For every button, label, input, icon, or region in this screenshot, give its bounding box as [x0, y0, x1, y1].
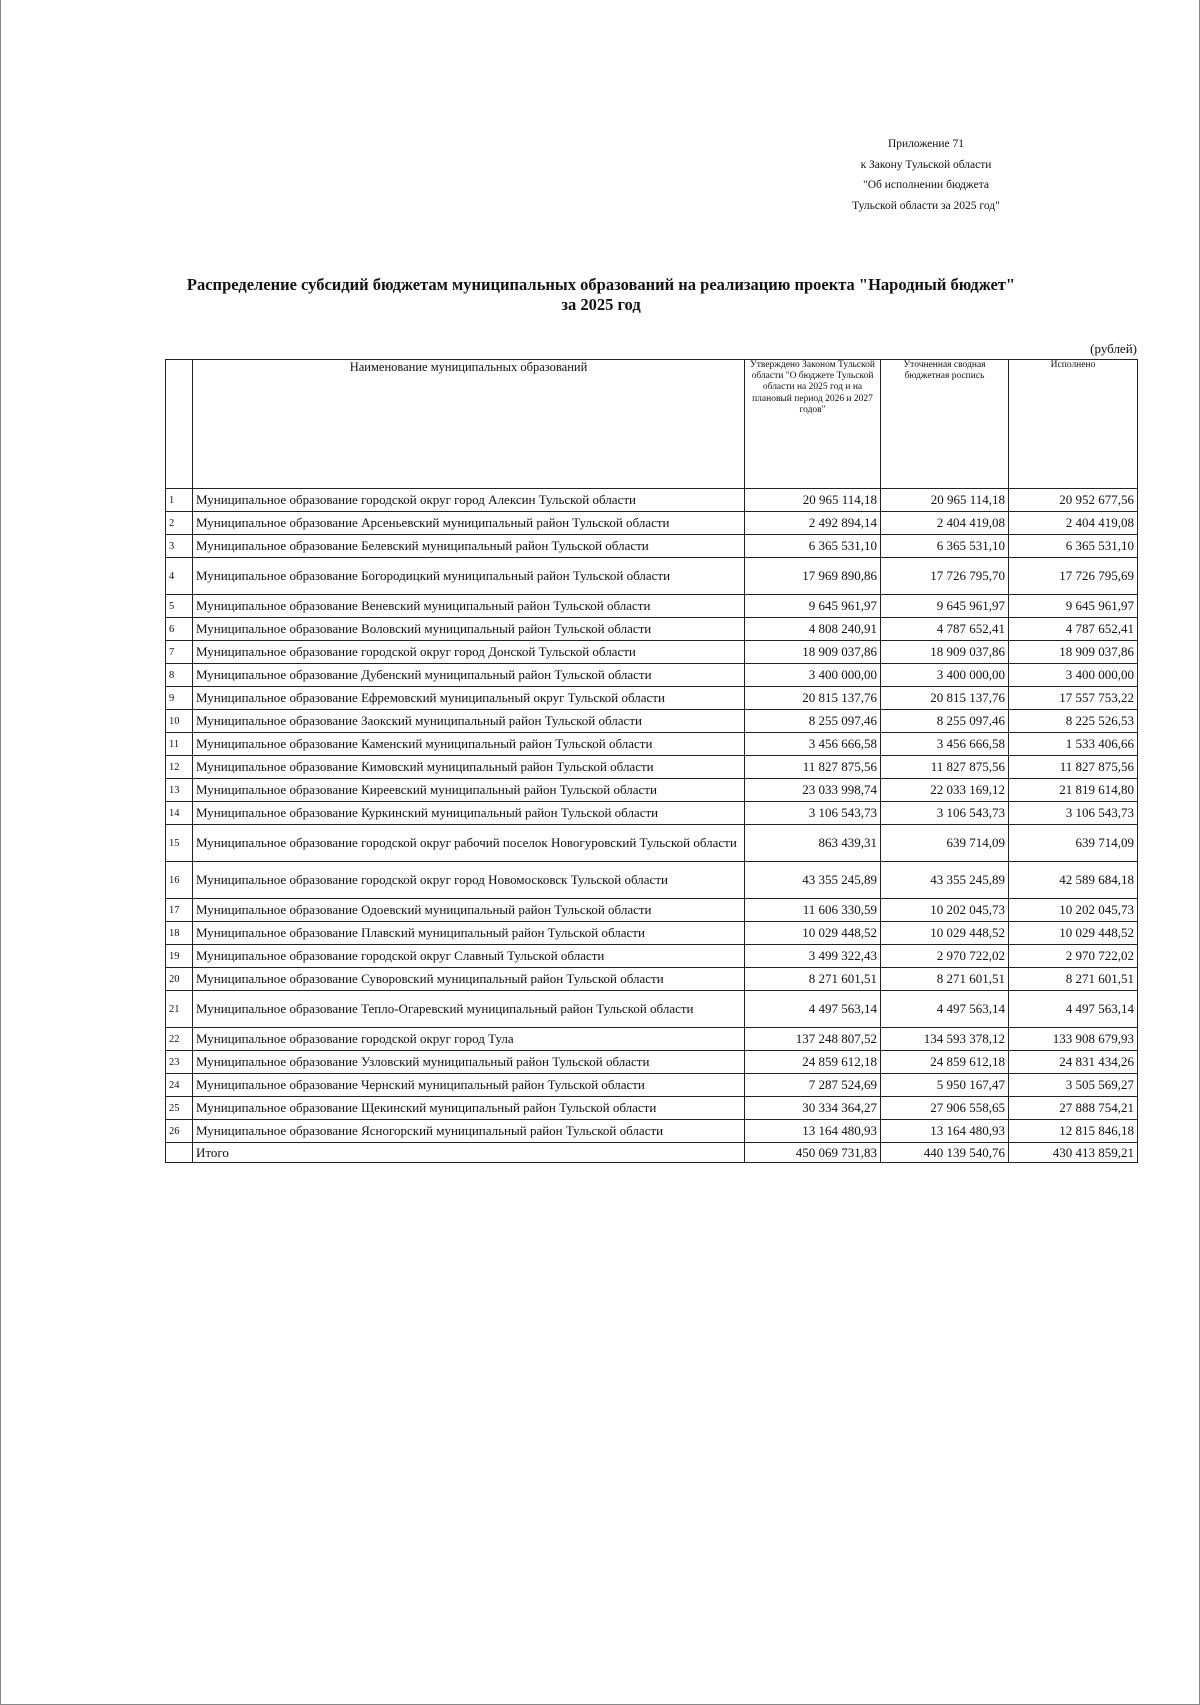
municipality-name-cell: Муниципальное образование городской округ город Новомосковск Тульской области: [193, 862, 745, 899]
title-line: Распределение субсидий бюджетам муниципальных образований на реализацию проекта "Народный бюджет": [186, 275, 1016, 294]
refined-amount-cell: 11 827 875,56: [881, 756, 1009, 779]
table-header-row: [166, 360, 1138, 489]
executed-amount-cell: 18 909 037,86: [1009, 641, 1138, 664]
budget-table: [165, 359, 1138, 1163]
total-approved-cell: 450 069 731,83: [745, 1143, 881, 1163]
row-number-cell: 24: [166, 1074, 193, 1097]
table-row: [166, 1097, 1138, 1120]
table-row: [166, 1028, 1138, 1051]
row-number-cell: 19: [166, 945, 193, 968]
refined-amount-cell: 4 787 652,41: [881, 618, 1009, 641]
row-number-cell: 7: [166, 641, 193, 664]
row-number-cell: 11: [166, 733, 193, 756]
approved-amount-cell: 3 499 322,43: [745, 945, 881, 968]
approved-amount-cell: 6 365 531,10: [745, 535, 881, 558]
table-row: [166, 922, 1138, 945]
executed-amount-cell: 2 970 722,02: [1009, 945, 1138, 968]
approved-amount-cell: 2 492 894,14: [745, 512, 881, 535]
refined-amount-cell: 27 906 558,65: [881, 1097, 1009, 1120]
units-label: (рублей): [1090, 341, 1137, 356]
municipality-name-cell: Муниципальное образование Киреевский муниципальный район Тульской области: [193, 779, 745, 802]
refined-amount-cell: 8 255 097,46: [881, 710, 1009, 733]
municipality-name-cell: Муниципальное образование Веневский муниципальный район Тульской области: [193, 595, 745, 618]
table-row: [166, 535, 1138, 558]
total-number-cell: [166, 1143, 193, 1163]
table-row: [166, 710, 1138, 733]
table-row: [166, 899, 1138, 922]
executed-amount-cell: 133 908 679,93: [1009, 1028, 1138, 1051]
approved-amount-cell: 9 645 961,97: [745, 595, 881, 618]
refined-amount-cell: 2 404 419,08: [881, 512, 1009, 535]
refined-amount-cell: 20 965 114,18: [881, 489, 1009, 512]
total-label-cell: Итого: [193, 1143, 745, 1163]
row-number-cell: 14: [166, 802, 193, 825]
table-row: [166, 802, 1138, 825]
row-number-cell: 15: [166, 825, 193, 862]
appendix-line: к Закону Тульской области: [860, 158, 992, 171]
executed-amount-cell: 17 726 795,69: [1009, 558, 1138, 595]
total-executed-cell: 430 413 859,21: [1009, 1143, 1138, 1163]
row-number-cell: 20: [166, 968, 193, 991]
refined-amount-cell: 13 164 480,93: [881, 1120, 1009, 1143]
table-row: [166, 595, 1138, 618]
executed-amount-cell: 27 888 754,21: [1009, 1097, 1138, 1120]
table-row: [166, 1051, 1138, 1074]
table-row: [166, 558, 1138, 595]
refined-amount-cell: 3 456 666,58: [881, 733, 1009, 756]
municipality-name-cell: Муниципальное образование городской округ рабочий поселок Новогуровский Тульской области: [193, 825, 745, 862]
table-row: [166, 968, 1138, 991]
table-row: [166, 991, 1138, 1028]
refined-amount-cell: 2 970 722,02: [881, 945, 1009, 968]
approved-amount-cell: 20 815 137,76: [745, 687, 881, 710]
table-row: [166, 641, 1138, 664]
municipality-name-cell: Муниципальное образование Узловский муниципальный район Тульской области: [193, 1051, 745, 1074]
refined-amount-cell: 5 950 167,47: [881, 1074, 1009, 1097]
municipality-name-cell: Муниципальное образование Чернский муниципальный район Тульской области: [193, 1074, 745, 1097]
municipality-name-cell: Муниципальное образование Щекинский муниципальный район Тульской области: [193, 1097, 745, 1120]
row-number-cell: 3: [166, 535, 193, 558]
municipality-name-cell: Муниципальное образование городской округ город Донской Тульской области: [193, 641, 745, 664]
municipality-name-cell: Муниципальное образование Воловский муниципальный район Тульской области: [193, 618, 745, 641]
approved-amount-cell: 18 909 037,86: [745, 641, 881, 664]
row-number-cell: 17: [166, 899, 193, 922]
row-number-cell: 25: [166, 1097, 193, 1120]
executed-amount-cell: 3 106 543,73: [1009, 802, 1138, 825]
approved-amount-cell: 30 334 364,27: [745, 1097, 881, 1120]
municipality-name-cell: Муниципальное образование Плавский муниципальный район Тульской области: [193, 922, 745, 945]
row-number-cell: 23: [166, 1051, 193, 1074]
row-number-cell: 1: [166, 489, 193, 512]
row-number-cell: 9: [166, 687, 193, 710]
refined-amount-cell: 20 815 137,76: [881, 687, 1009, 710]
approved-amount-cell: 13 164 480,93: [745, 1120, 881, 1143]
municipality-name-cell: Муниципальное образование Куркинский муниципальный район Тульской области: [193, 802, 745, 825]
municipality-name-cell: Муниципальное образование Ясногорский муниципальный район Тульской области: [193, 1120, 745, 1143]
executed-amount-cell: 20 952 677,56: [1009, 489, 1138, 512]
row-number-cell: 21: [166, 991, 193, 1028]
municipality-name-cell: Муниципальное образование Дубенский муниципальный район Тульской области: [193, 664, 745, 687]
executed-amount-cell: 10 029 448,52: [1009, 922, 1138, 945]
executed-amount-cell: 17 557 753,22: [1009, 687, 1138, 710]
executed-amount-cell: 3 505 569,27: [1009, 1074, 1138, 1097]
executed-amount-cell: 9 645 961,97: [1009, 595, 1138, 618]
appendix-line: Тульской области за 2025 год": [852, 199, 1000, 212]
approved-amount-cell: 17 969 890,86: [745, 558, 881, 595]
table-row: [166, 825, 1138, 862]
approved-amount-cell: 863 439,31: [745, 825, 881, 862]
approved-amount-cell: 8 255 097,46: [745, 710, 881, 733]
approved-amount-cell: 11 606 330,59: [745, 899, 881, 922]
appendix-line: Приложение 71: [887, 138, 965, 150]
total-row: [166, 1143, 1138, 1163]
executed-amount-cell: 10 202 045,73: [1009, 899, 1138, 922]
municipality-name-cell: Муниципальное образование Суворовский муниципальный район Тульской области: [193, 968, 745, 991]
table-body: [166, 489, 1138, 1143]
approved-amount-cell: 20 965 114,18: [745, 489, 881, 512]
executed-amount-cell: 42 589 684,18: [1009, 862, 1138, 899]
appendix-line: "Об исполнении бюджета: [863, 179, 989, 191]
approved-amount-cell: 8 271 601,51: [745, 968, 881, 991]
refined-amount-cell: 18 909 037,86: [881, 641, 1009, 664]
executed-amount-cell: 8 225 526,53: [1009, 710, 1138, 733]
appendix-header: [821, 134, 1031, 216]
refined-amount-cell: 134 593 378,12: [881, 1028, 1009, 1051]
table-row: [166, 618, 1138, 641]
executed-amount-cell: 21 819 614,80: [1009, 779, 1138, 802]
approved-amount-cell: 23 033 998,74: [745, 779, 881, 802]
executed-amount-cell: 11 827 875,56: [1009, 756, 1138, 779]
municipality-name-cell: Муниципальное образование Ефремовский муниципальный округ Тульской области: [193, 687, 745, 710]
approved-amount-cell: 3 400 000,00: [745, 664, 881, 687]
refined-amount-cell: 10 029 448,52: [881, 922, 1009, 945]
header-cell-name: Наименование муниципальных образований: [193, 360, 745, 489]
executed-amount-cell: 24 831 434,26: [1009, 1051, 1138, 1074]
executed-amount-cell: 8 271 601,51: [1009, 968, 1138, 991]
table-row: [166, 779, 1138, 802]
row-number-cell: 8: [166, 664, 193, 687]
municipality-name-cell: Муниципальное образование Каменский муниципальный район Тульской области: [193, 733, 745, 756]
approved-amount-cell: 10 029 448,52: [745, 922, 881, 945]
document-title: [141, 275, 1061, 315]
title-line: за 2025 год: [561, 295, 641, 314]
municipality-name-cell: Муниципальное образование Белевский муниципальный район Тульской области: [193, 535, 745, 558]
table-row: [166, 945, 1138, 968]
refined-amount-cell: 639 714,09: [881, 825, 1009, 862]
municipality-name-cell: Муниципальное образование Заокский муниципальный район Тульской области: [193, 710, 745, 733]
approved-amount-cell: 24 859 612,18: [745, 1051, 881, 1074]
total-refined-cell: 440 139 540,76: [881, 1143, 1009, 1163]
executed-amount-cell: 4 497 563,14: [1009, 991, 1138, 1028]
table-row: [166, 862, 1138, 899]
refined-amount-cell: 22 033 169,12: [881, 779, 1009, 802]
table-row: [166, 687, 1138, 710]
row-number-cell: 26: [166, 1120, 193, 1143]
executed-amount-cell: 639 714,09: [1009, 825, 1138, 862]
refined-amount-cell: 8 271 601,51: [881, 968, 1009, 991]
row-number-cell: 16: [166, 862, 193, 899]
municipality-name-cell: Муниципальное образование городской округ город Алексин Тульской области: [193, 489, 745, 512]
approved-amount-cell: 43 355 245,89: [745, 862, 881, 899]
municipality-name-cell: Муниципальное образование Арсеньевский муниципальный район Тульской области: [193, 512, 745, 535]
row-number-cell: 6: [166, 618, 193, 641]
municipality-name-cell: Муниципальное образование Кимовский муниципальный район Тульской области: [193, 756, 745, 779]
municipality-name-cell: Муниципальное образование городской округ город Тула: [193, 1028, 745, 1051]
row-number-cell: 22: [166, 1028, 193, 1051]
row-number-cell: 18: [166, 922, 193, 945]
header-cell-refined: Уточненная сводная бюджетная роспись: [881, 360, 1009, 489]
approved-amount-cell: 3 456 666,58: [745, 733, 881, 756]
table-row: [166, 1120, 1138, 1143]
approved-amount-cell: 11 827 875,56: [745, 756, 881, 779]
refined-amount-cell: 3 106 543,73: [881, 802, 1009, 825]
refined-amount-cell: 3 400 000,00: [881, 664, 1009, 687]
municipality-name-cell: Муниципальное образование Богородицкий муниципальный район Тульской области: [193, 558, 745, 595]
table-row: [166, 512, 1138, 535]
refined-amount-cell: 10 202 045,73: [881, 899, 1009, 922]
executed-amount-cell: 2 404 419,08: [1009, 512, 1138, 535]
table-row: [166, 1074, 1138, 1097]
table-row: [166, 756, 1138, 779]
header-cell-approved: Утверждено Законом Тульской области "О бюджете Тульской области на 2025 год и на плановый период 2026 и 2027 годов": [745, 360, 881, 489]
row-number-cell: 5: [166, 595, 193, 618]
refined-amount-cell: 17 726 795,70: [881, 558, 1009, 595]
refined-amount-cell: 6 365 531,10: [881, 535, 1009, 558]
executed-amount-cell: 6 365 531,10: [1009, 535, 1138, 558]
executed-amount-cell: 4 787 652,41: [1009, 618, 1138, 641]
refined-amount-cell: 43 355 245,89: [881, 862, 1009, 899]
approved-amount-cell: 4 497 563,14: [745, 991, 881, 1028]
row-number-cell: 10: [166, 710, 193, 733]
refined-amount-cell: 24 859 612,18: [881, 1051, 1009, 1074]
table-row: [166, 664, 1138, 687]
row-number-cell: 2: [166, 512, 193, 535]
row-number-cell: 12: [166, 756, 193, 779]
table-row: [166, 489, 1138, 512]
approved-amount-cell: 4 808 240,91: [745, 618, 881, 641]
approved-amount-cell: 3 106 543,73: [745, 802, 881, 825]
row-number-cell: 13: [166, 779, 193, 802]
refined-amount-cell: 4 497 563,14: [881, 991, 1009, 1028]
municipality-name-cell: Муниципальное образование Одоевский муниципальный район Тульской области: [193, 899, 745, 922]
approved-amount-cell: 7 287 524,69: [745, 1074, 881, 1097]
table-row: [166, 733, 1138, 756]
executed-amount-cell: 12 815 846,18: [1009, 1120, 1138, 1143]
executed-amount-cell: 1 533 406,66: [1009, 733, 1138, 756]
municipality-name-cell: Муниципальное образование городской округ Славный Тульской области: [193, 945, 745, 968]
approved-amount-cell: 137 248 807,52: [745, 1028, 881, 1051]
refined-amount-cell: 9 645 961,97: [881, 595, 1009, 618]
municipality-name-cell: Муниципальное образование Тепло-Огаревский муниципальный район Тульской области: [193, 991, 745, 1028]
row-number-cell: 4: [166, 558, 193, 595]
executed-amount-cell: 3 400 000,00: [1009, 664, 1138, 687]
header-cell-executed: Исполнено: [1009, 360, 1138, 489]
header-cell-number: [166, 360, 193, 489]
